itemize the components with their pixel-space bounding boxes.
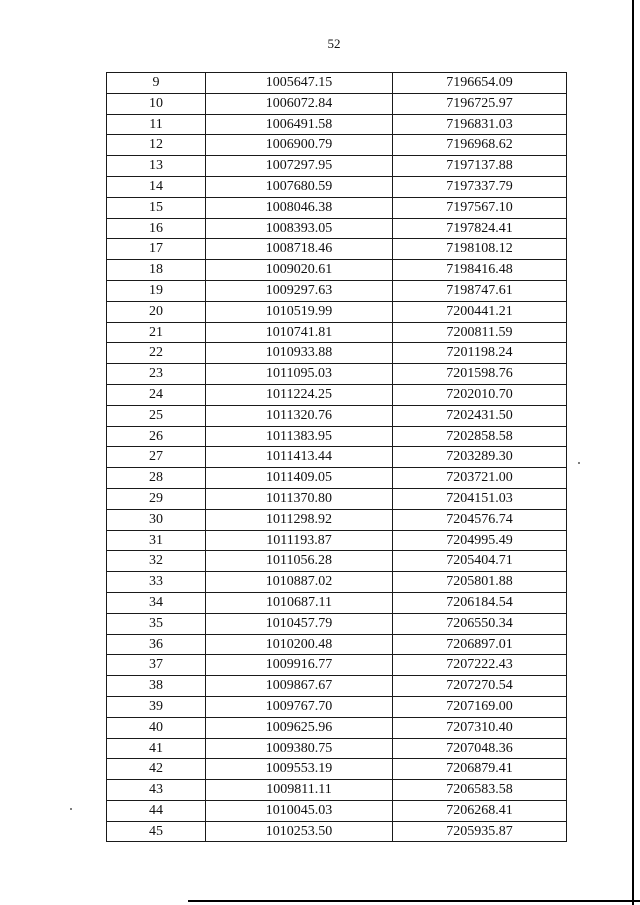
table-row — [107, 197, 567, 218]
x-coordinate-cell: 1009553.19 — [206, 759, 393, 780]
y-coordinate-cell: 7201198.24 — [393, 343, 567, 364]
y-coordinate-cell: 7206268.41 — [393, 800, 567, 821]
x-coordinate-cell: 1011224.25 — [206, 384, 393, 405]
y-coordinate-cell: 7205404.71 — [393, 551, 567, 572]
table-row — [107, 135, 567, 156]
table-row — [107, 634, 567, 655]
table-row — [107, 301, 567, 322]
x-coordinate-cell: 1010887.02 — [206, 572, 393, 593]
x-coordinate-cell: 1006072.84 — [206, 93, 393, 114]
point-number-cell: 26 — [107, 426, 206, 447]
table-row — [107, 821, 567, 842]
table-row — [107, 260, 567, 281]
table-row — [107, 364, 567, 385]
y-coordinate-cell: 7203721.00 — [393, 468, 567, 489]
x-coordinate-cell: 1006491.58 — [206, 114, 393, 135]
page-number: 52 — [327, 36, 341, 51]
y-coordinate-cell: 7206879.41 — [393, 759, 567, 780]
y-coordinate-cell: 7205935.87 — [393, 821, 567, 842]
page-edge-bottom — [188, 900, 640, 902]
point-number-cell: 27 — [107, 447, 206, 468]
x-coordinate-cell: 1010200.48 — [206, 634, 393, 655]
y-coordinate-cell: 7206583.58 — [393, 780, 567, 801]
table-row — [107, 509, 567, 530]
point-number-cell: 41 — [107, 738, 206, 759]
point-number-cell: 29 — [107, 488, 206, 509]
table-row — [107, 551, 567, 572]
y-coordinate-cell: 7198416.48 — [393, 260, 567, 281]
table-row — [107, 280, 567, 301]
y-coordinate-cell: 7197567.10 — [393, 197, 567, 218]
x-coordinate-cell: 1010519.99 — [206, 301, 393, 322]
x-coordinate-cell: 1011056.28 — [206, 551, 393, 572]
x-coordinate-cell: 1011383.95 — [206, 426, 393, 447]
x-coordinate-cell: 1009811.11 — [206, 780, 393, 801]
y-coordinate-cell: 7206184.54 — [393, 592, 567, 613]
point-number-cell: 21 — [107, 322, 206, 343]
x-coordinate-cell: 1008718.46 — [206, 239, 393, 260]
point-number-cell: 23 — [107, 364, 206, 385]
y-coordinate-cell: 7207222.43 — [393, 655, 567, 676]
y-coordinate-cell: 7197337.79 — [393, 176, 567, 197]
y-coordinate-cell: 7197137.88 — [393, 156, 567, 177]
y-coordinate-cell: 7197824.41 — [393, 218, 567, 239]
y-coordinate-cell: 7200441.21 — [393, 301, 567, 322]
table-row — [107, 384, 567, 405]
table-row — [107, 613, 567, 634]
x-coordinate-cell: 1010253.50 — [206, 821, 393, 842]
point-number-cell: 17 — [107, 239, 206, 260]
x-coordinate-cell: 1011320.76 — [206, 405, 393, 426]
x-coordinate-cell: 1011413.44 — [206, 447, 393, 468]
y-coordinate-cell: 7198108.12 — [393, 239, 567, 260]
point-number-cell: 30 — [107, 509, 206, 530]
table-row — [107, 93, 567, 114]
y-coordinate-cell: 7203289.30 — [393, 447, 567, 468]
x-coordinate-cell: 1008046.38 — [206, 197, 393, 218]
x-coordinate-cell: 1009916.77 — [206, 655, 393, 676]
table-row — [107, 759, 567, 780]
y-coordinate-cell: 7202010.70 — [393, 384, 567, 405]
y-coordinate-cell: 7204151.03 — [393, 488, 567, 509]
point-number-cell: 15 — [107, 197, 206, 218]
table-row — [107, 447, 567, 468]
point-number-cell: 10 — [107, 93, 206, 114]
point-number-cell: 18 — [107, 260, 206, 281]
x-coordinate-cell: 1010741.81 — [206, 322, 393, 343]
x-coordinate-cell: 1009767.70 — [206, 696, 393, 717]
y-coordinate-cell: 7205801.88 — [393, 572, 567, 593]
table-row — [107, 468, 567, 489]
table-row — [107, 676, 567, 697]
table-row — [107, 800, 567, 821]
point-number-cell: 14 — [107, 176, 206, 197]
x-coordinate-cell: 1011095.03 — [206, 364, 393, 385]
y-coordinate-cell: 7207270.54 — [393, 676, 567, 697]
x-coordinate-cell: 1009020.61 — [206, 260, 393, 281]
table-row — [107, 239, 567, 260]
y-coordinate-cell: 7196968.62 — [393, 135, 567, 156]
y-coordinate-cell: 7202431.50 — [393, 405, 567, 426]
table-row — [107, 592, 567, 613]
table-row — [107, 322, 567, 343]
y-coordinate-cell: 7206897.01 — [393, 634, 567, 655]
point-number-cell: 34 — [107, 592, 206, 613]
y-coordinate-cell: 7198747.61 — [393, 280, 567, 301]
point-number-cell: 39 — [107, 696, 206, 717]
table-row — [107, 530, 567, 551]
x-coordinate-cell: 1007297.95 — [206, 156, 393, 177]
x-coordinate-cell: 1009380.75 — [206, 738, 393, 759]
point-number-cell: 13 — [107, 156, 206, 177]
coordinates-table-body — [107, 73, 567, 842]
table-row — [107, 738, 567, 759]
table-row — [107, 218, 567, 239]
x-coordinate-cell: 1006900.79 — [206, 135, 393, 156]
point-number-cell: 31 — [107, 530, 206, 551]
y-coordinate-cell: 7202858.58 — [393, 426, 567, 447]
table-row — [107, 156, 567, 177]
point-number-cell: 11 — [107, 114, 206, 135]
y-coordinate-cell: 7204995.49 — [393, 530, 567, 551]
coordinates-table — [106, 72, 567, 842]
y-coordinate-cell: 7207310.40 — [393, 717, 567, 738]
x-coordinate-cell: 1011298.92 — [206, 509, 393, 530]
point-number-cell: 22 — [107, 343, 206, 364]
x-coordinate-cell: 1010933.88 — [206, 343, 393, 364]
scan-speck — [70, 808, 72, 810]
point-number-cell: 36 — [107, 634, 206, 655]
y-coordinate-cell: 7200811.59 — [393, 322, 567, 343]
y-coordinate-cell: 7196831.03 — [393, 114, 567, 135]
x-coordinate-cell: 1011370.80 — [206, 488, 393, 509]
table-row — [107, 696, 567, 717]
table-row — [107, 717, 567, 738]
point-number-cell: 9 — [107, 73, 206, 94]
table-row — [107, 426, 567, 447]
point-number-cell: 42 — [107, 759, 206, 780]
point-number-cell: 24 — [107, 384, 206, 405]
x-coordinate-cell: 1009297.63 — [206, 280, 393, 301]
y-coordinate-cell: 7201598.76 — [393, 364, 567, 385]
table-row — [107, 176, 567, 197]
point-number-cell: 45 — [107, 821, 206, 842]
point-number-cell: 20 — [107, 301, 206, 322]
table-row — [107, 572, 567, 593]
point-number-cell: 43 — [107, 780, 206, 801]
point-number-cell: 35 — [107, 613, 206, 634]
table-row — [107, 488, 567, 509]
table-row — [107, 73, 567, 94]
point-number-cell: 38 — [107, 676, 206, 697]
y-coordinate-cell: 7204576.74 — [393, 509, 567, 530]
y-coordinate-cell: 7207169.00 — [393, 696, 567, 717]
x-coordinate-cell: 1005647.15 — [206, 73, 393, 94]
point-number-cell: 12 — [107, 135, 206, 156]
x-coordinate-cell: 1010687.11 — [206, 592, 393, 613]
point-number-cell: 19 — [107, 280, 206, 301]
table-row — [107, 114, 567, 135]
x-coordinate-cell: 1010045.03 — [206, 800, 393, 821]
page-edge-right — [632, 0, 634, 905]
x-coordinate-cell: 1009867.67 — [206, 676, 393, 697]
x-coordinate-cell: 1011193.87 — [206, 530, 393, 551]
y-coordinate-cell: 7196725.97 — [393, 93, 567, 114]
x-coordinate-cell: 1011409.05 — [206, 468, 393, 489]
point-number-cell: 28 — [107, 468, 206, 489]
x-coordinate-cell: 1009625.96 — [206, 717, 393, 738]
x-coordinate-cell: 1007680.59 — [206, 176, 393, 197]
x-coordinate-cell: 1008393.05 — [206, 218, 393, 239]
point-number-cell: 33 — [107, 572, 206, 593]
point-number-cell: 40 — [107, 717, 206, 738]
coordinates-table-container — [106, 72, 566, 842]
table-row — [107, 343, 567, 364]
table-row — [107, 655, 567, 676]
point-number-cell: 44 — [107, 800, 206, 821]
x-coordinate-cell: 1010457.79 — [206, 613, 393, 634]
table-row — [107, 780, 567, 801]
point-number-cell: 32 — [107, 551, 206, 572]
y-coordinate-cell: 7206550.34 — [393, 613, 567, 634]
scan-speck — [578, 462, 580, 464]
point-number-cell: 25 — [107, 405, 206, 426]
table-row — [107, 405, 567, 426]
y-coordinate-cell: 7207048.36 — [393, 738, 567, 759]
point-number-cell: 16 — [107, 218, 206, 239]
y-coordinate-cell: 7196654.09 — [393, 73, 567, 94]
point-number-cell: 37 — [107, 655, 206, 676]
